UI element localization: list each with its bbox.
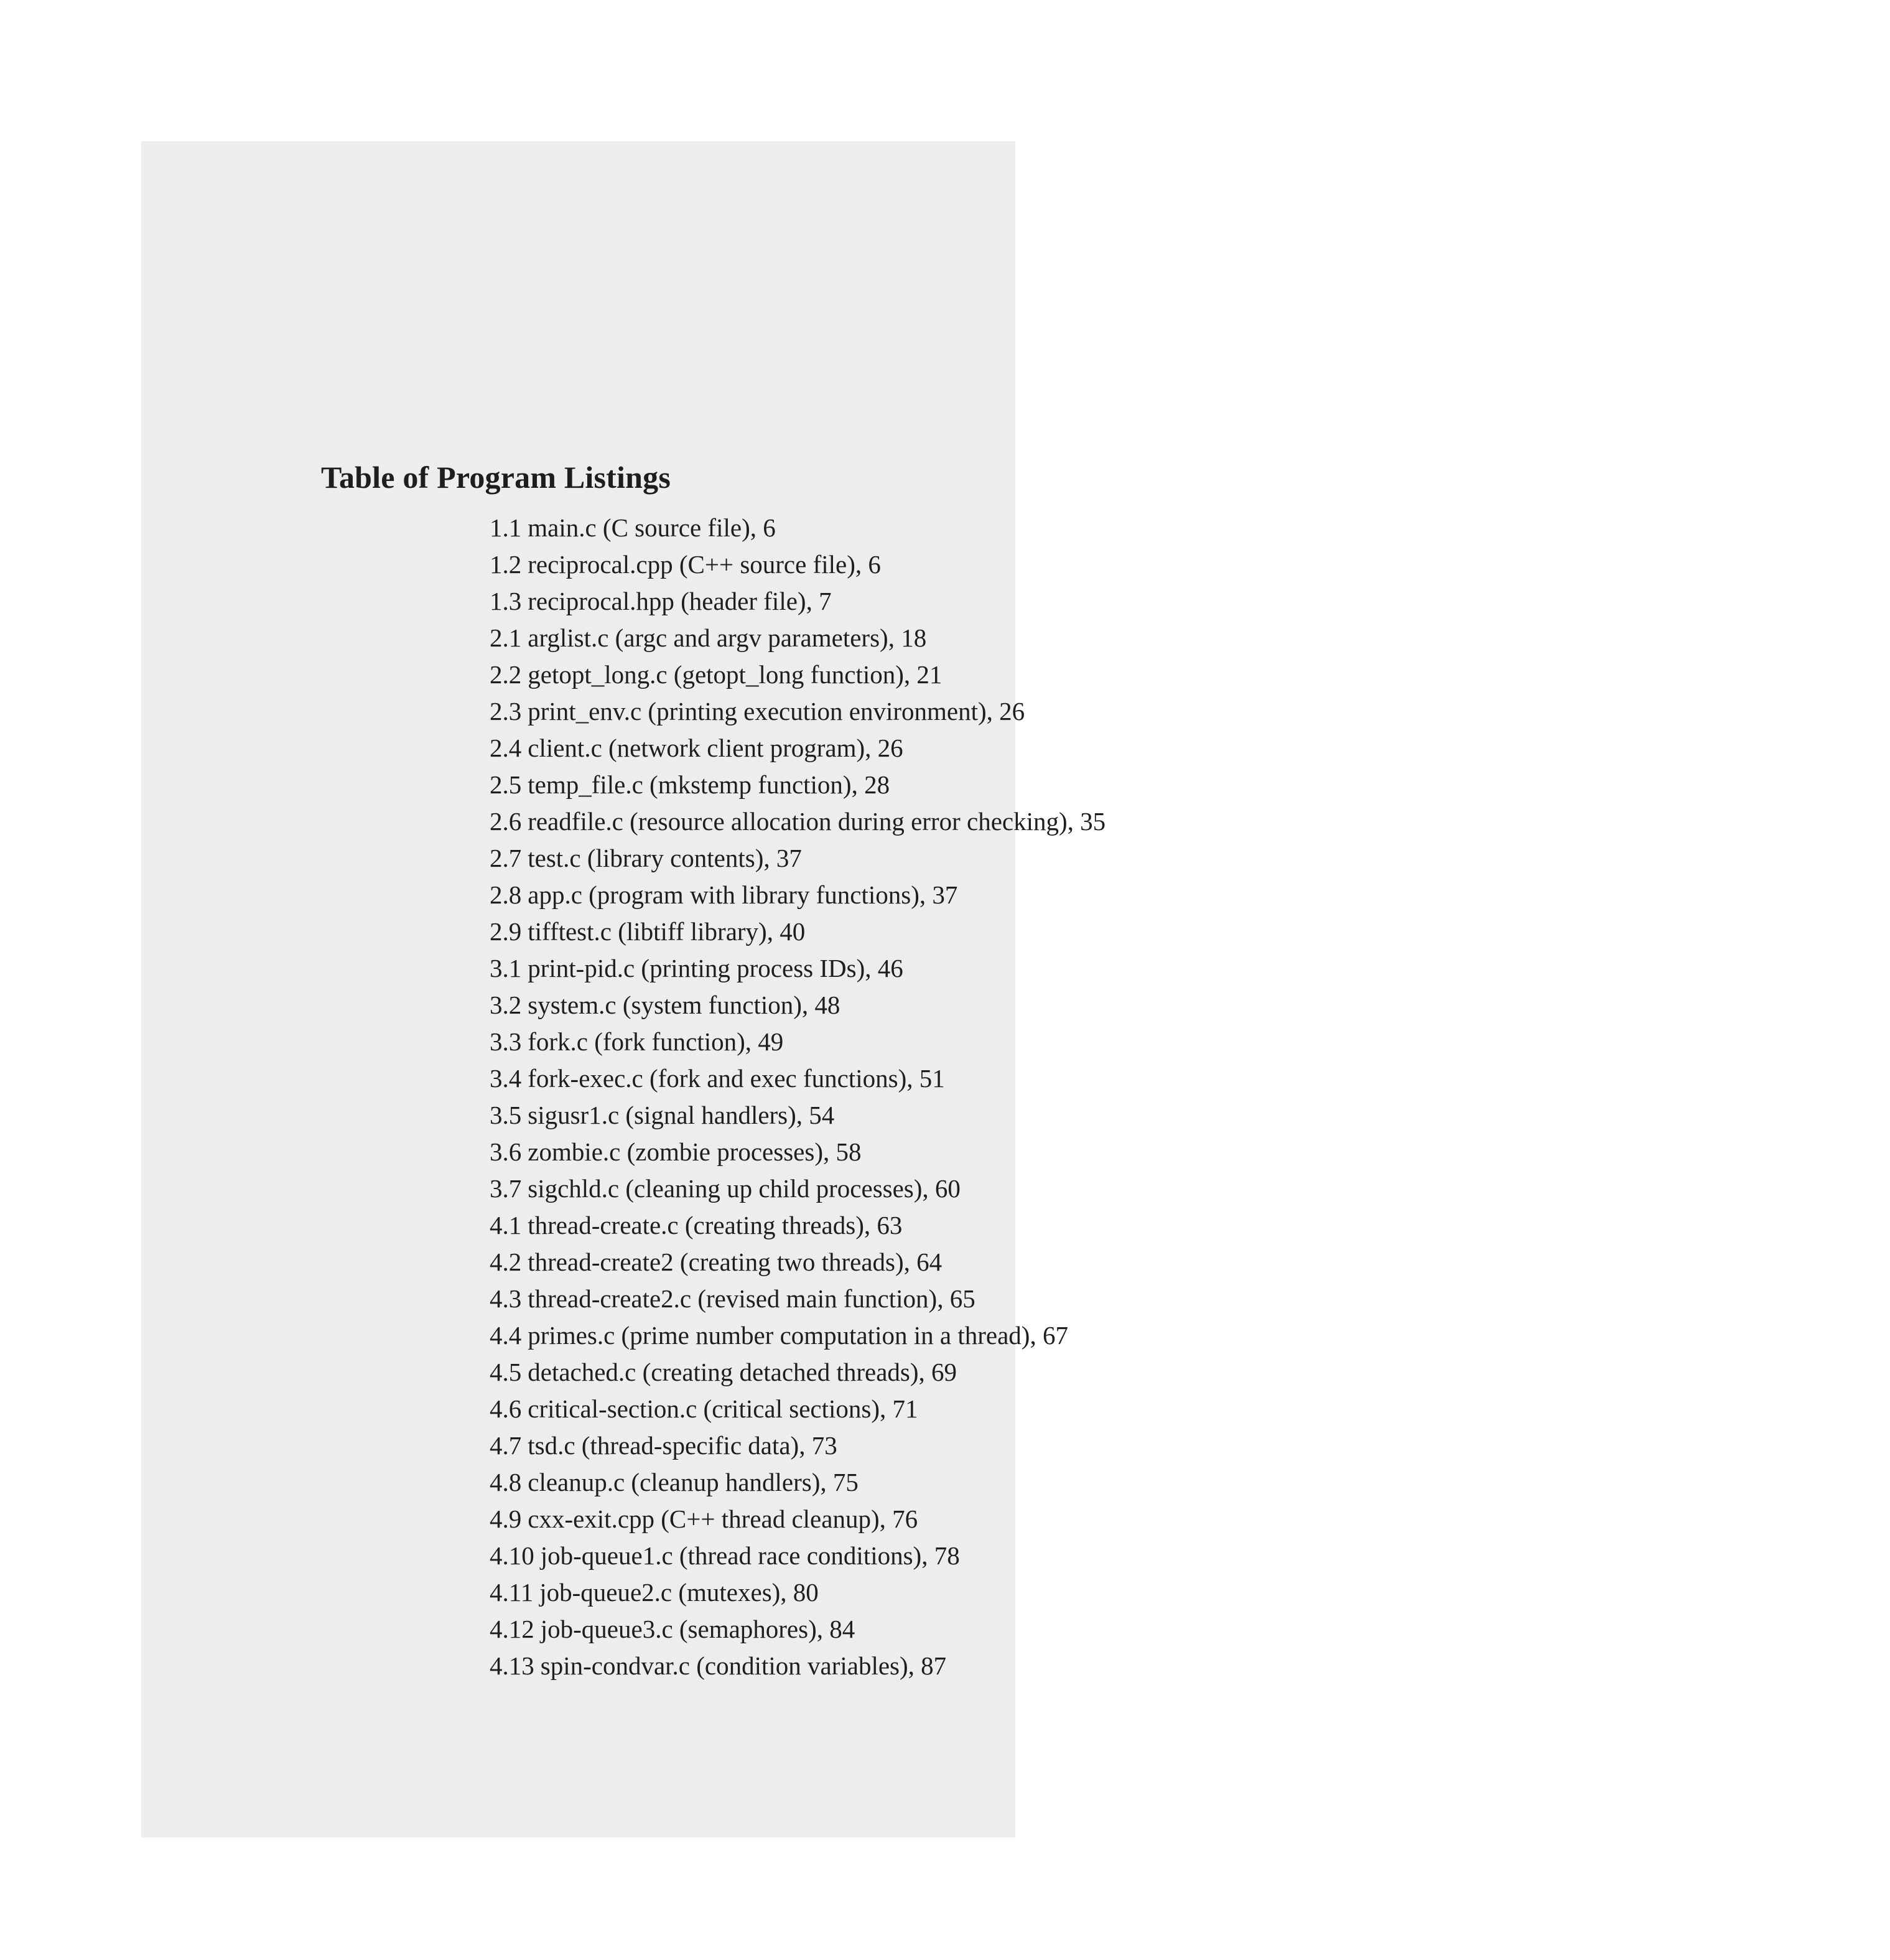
listing-item (490, 1321, 1149, 1350)
listing-text: thread-create.c (creating threads), 63 (528, 1211, 903, 1239)
listing-text: temp_file.c (mkstemp function), 28 (528, 770, 890, 799)
listing-number: 4.2 (490, 1248, 522, 1276)
listing-number: 2.8 (490, 880, 522, 909)
listing-text: thread-create2 (creating two threads), 64 (528, 1248, 943, 1276)
listing-item (490, 1394, 1149, 1424)
listing-item (490, 1211, 1149, 1240)
listing-number: 3.4 (490, 1064, 522, 1093)
listing-number: 3.6 (490, 1137, 522, 1166)
listing-number: 4.5 (490, 1358, 522, 1386)
listing-item (490, 1174, 1149, 1203)
listing-text: job-queue3.c (semaphores), 84 (540, 1615, 855, 1643)
page-panel (141, 141, 1106, 1837)
listing-text: tifftest.c (libtiff library), 40 (528, 917, 806, 946)
listing-item (490, 660, 1149, 689)
listing-number: 4.11 (490, 1578, 534, 1607)
listing-text: system.c (system function), 48 (528, 991, 840, 1019)
listing-item (490, 1651, 1149, 1681)
listing-number: 2.2 (490, 660, 522, 689)
listing-item (490, 1615, 1149, 1644)
listing-text: sigchld.c (cleaning up child processes), 60 (528, 1174, 961, 1203)
listing-text: cleanup.c (cleanup handlers), 75 (528, 1468, 859, 1496)
listing-text: getopt_long.c (getopt_long function), 21 (528, 660, 943, 689)
listing-number: 2.7 (490, 844, 522, 872)
listings-list (490, 513, 1149, 1688)
listing-item (490, 1541, 1149, 1570)
listing-text: spin-condvar.c (condition variables), 87 (540, 1651, 947, 1680)
listing-number: 1.2 (490, 550, 522, 579)
listing-text: thread-create2.c (revised main function), 65 (528, 1284, 975, 1313)
listing-number: 3.7 (490, 1174, 522, 1203)
listing-number: 4.10 (490, 1541, 534, 1570)
listing-item (490, 1284, 1149, 1314)
listing-text: app.c (program with library functions), 37 (528, 880, 958, 909)
listing-text: reciprocal.cpp (C++ source file), 6 (528, 550, 881, 579)
listing-item (490, 1064, 1149, 1093)
listing-number: 1.3 (490, 587, 522, 615)
listing-number: 2.3 (490, 697, 522, 726)
listing-item (490, 697, 1149, 726)
listing-item (490, 954, 1149, 983)
listing-item (490, 770, 1149, 800)
listing-text: critical-section.c (critical sections), 71 (528, 1394, 918, 1423)
listing-text: primes.c (prime number computation in a thread), 67 (528, 1321, 1068, 1350)
listing-item (490, 1358, 1149, 1387)
listing-item (490, 880, 1149, 910)
listing-item (490, 734, 1149, 763)
listing-number: 2.5 (490, 770, 522, 799)
listing-item (490, 587, 1149, 616)
listing-item (490, 1248, 1149, 1277)
listing-number: 2.6 (490, 807, 522, 836)
listing-text: tsd.c (thread-specific data), 73 (528, 1431, 837, 1460)
listing-text: detached.c (creating detached threads), 69 (528, 1358, 957, 1386)
listing-text: fork-exec.c (fork and exec functions), 51 (528, 1064, 945, 1093)
listing-item (490, 1101, 1149, 1130)
listing-item (490, 1431, 1149, 1460)
listing-item (490, 550, 1149, 579)
listing-item (490, 1505, 1149, 1534)
listing-number: 3.3 (490, 1027, 522, 1056)
listing-text: test.c (library contents), 37 (528, 844, 802, 872)
listing-number: 3.5 (490, 1101, 522, 1129)
listing-number: 2.9 (490, 917, 522, 946)
listing-text: sigusr1.c (signal handlers), 54 (528, 1101, 835, 1129)
listing-text: reciprocal.hpp (header file), 7 (528, 587, 832, 615)
listing-number: 4.6 (490, 1394, 522, 1423)
listing-text: job-queue2.c (mutexes), 80 (539, 1578, 819, 1607)
listing-text: zombie.c (zombie processes), 58 (528, 1137, 862, 1166)
listing-text: arglist.c (argc and argv parameters), 18 (528, 623, 927, 652)
listing-item (490, 623, 1149, 653)
listing-number: 4.7 (490, 1431, 522, 1460)
listing-number: 1.1 (490, 513, 522, 542)
listing-number: 3.2 (490, 991, 522, 1019)
listing-text: print-pid.c (printing process IDs), 46 (528, 954, 903, 982)
listing-item (490, 844, 1149, 873)
listing-number: 4.3 (490, 1284, 522, 1313)
listing-item (490, 807, 1149, 836)
listing-number: 3.1 (490, 954, 522, 982)
listing-text: readfile.c (resource allocation during error checking), 35 (528, 807, 1106, 836)
listing-number: 2.1 (490, 623, 522, 652)
listing-item (490, 917, 1149, 946)
listing-text: fork.c (fork function), 49 (528, 1027, 784, 1056)
listing-item (490, 1137, 1149, 1167)
listing-text: main.c (C source file), 6 (528, 513, 776, 542)
listing-text: print_env.c (printing execution environment), 26 (528, 697, 1025, 726)
listing-number: 2.4 (490, 734, 522, 762)
listing-item (490, 1027, 1149, 1057)
listing-number: 4.9 (490, 1505, 522, 1533)
listing-number: 4.1 (490, 1211, 522, 1239)
listing-item (490, 1468, 1149, 1497)
listing-item (490, 1578, 1149, 1607)
page-title: Table of Program Listings (321, 460, 671, 495)
listing-text: cxx-exit.cpp (C++ thread cleanup), 76 (528, 1505, 918, 1533)
listing-item (490, 513, 1149, 543)
listing-text: job-queue1.c (thread race conditions), 78 (540, 1541, 960, 1570)
listing-number: 4.8 (490, 1468, 522, 1496)
listing-number: 4.4 (490, 1321, 522, 1350)
listing-number: 4.12 (490, 1615, 534, 1643)
listing-number: 4.13 (490, 1651, 534, 1680)
listing-item (490, 991, 1149, 1020)
listing-text: client.c (network client program), 26 (528, 734, 903, 762)
